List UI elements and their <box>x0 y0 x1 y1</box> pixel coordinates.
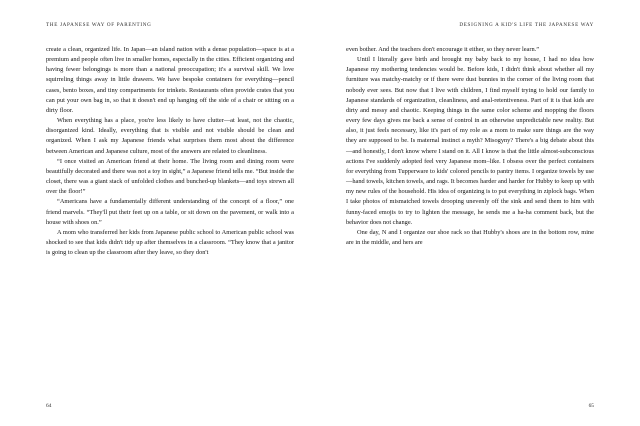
paragraph: even bother. And the teachers don't encourage it either, so they never learn.” <box>346 46 540 53</box>
paragraph: Until I literally gave birth and brought my baby back to my house, I had no idea how Japanese my mothering tendencies would be. Before kids, I didn't think about whether all my furniture was matchy-matchy or if there were dust bunnies in the corner of the living room that nobody ever sees. But now that I live with children, I find myself trying to hold our family to Japanese standards of organization, cleanliness, and anal-retentiveness. Part of it is that kids are dirty and messy and chaotic. Keeping things in the same color scheme and mopping the floors every few days gives me back a sense of control in an otherwise unpredictable new reality. But also, it just feels necessary, like it's part of my role as a mom to make sure things are the way they are supposed to be. Is maternal instinct a myth? Misogyny? There's a big debate about this—and honestly, I don't know where I stand on it. All I know is that the little almost-subconscious actions I've suddenly adopted feel very Japanese mom–like. I obsess over the perfect containers for everything from Tupperware to kids' colored pencils to pantry items. I organize towels by use—hand towels, kitchen towels, and rags. It becomes harder and harder for Hubby to keep up with my new rules of the household. His idea of organizing is to put everything in ziplock bags. When I take photos of mismatched towels drooping unevenly off the sink and send them to him with funny-faced emojis to try to lighten the message, he sends me a ha-ha comment back, but the behavior does not change. <box>346 56 594 226</box>
right-page <box>320 0 640 426</box>
paragraph: A mom who transferred her kids from Japanese public school to American public school was shocked to see that kids didn't tidy up after themselves in a classroom. “They know that a janitor is going to clean up the classroom after they leave, so they don't <box>46 228 294 257</box>
right-page-body <box>346 45 594 248</box>
left-running-head: THE JAPANESE WAY OF PARENTING <box>46 22 152 28</box>
paragraph: “Americans have a fundamentally different understanding of the concept of a floor,” one friend marvels. “They'll put their feet up on a table, or sit down on the pavement, or walk into a house with shoes on.” <box>46 198 294 226</box>
right-running-head: DESIGNING A KID'S LIFE THE JAPANESE WAY <box>459 22 594 28</box>
left-page-number: 64 <box>46 403 52 409</box>
paragraph: create a clean, organized life. In Japan—an island nation with a dense population—space is at a premium and people often live in smaller homes, especially in the cities. Efficient organizing and having fewer belongings is more than a national preoccupation; it's a survival skill. We love squirreling things away in little drawers. We have bespoke containers for everything—pencil cases, bento boxes, and tiny compartments for trinkets. Restaurants often provide crates that you can put your own bag in, so that it doesn't end up hanging off the side of a chair or sitting on a dirty floor. <box>46 46 294 114</box>
left-page-body <box>46 45 294 258</box>
paragraph: “I once visited an American friend at their home. The living room and dining room were beautifully decorated and there was not a toy in sight,” a Japanese friend tells me. “But inside the closet, there was a giant stack of unfolded clothes and bunched-up blankets—and toys strewn all over the floor!” <box>46 157 294 196</box>
right-page-number: 65 <box>588 403 594 409</box>
paragraph: One day, N and I organize our shoe rack so that Hubby's shoes are in the bottom row, mine are in the middle, and hers are <box>346 228 594 246</box>
paragraph: When everything has a place, you're less likely to have clutter—at least, not the chaotic, disorganized kind. Ideally, everything that is visible and not visible should be clean and organized. When I ask my Japanese friends what surprises them most about the difference between American and Japanese culture, most of the answers are related to cleanliness. <box>46 117 294 155</box>
